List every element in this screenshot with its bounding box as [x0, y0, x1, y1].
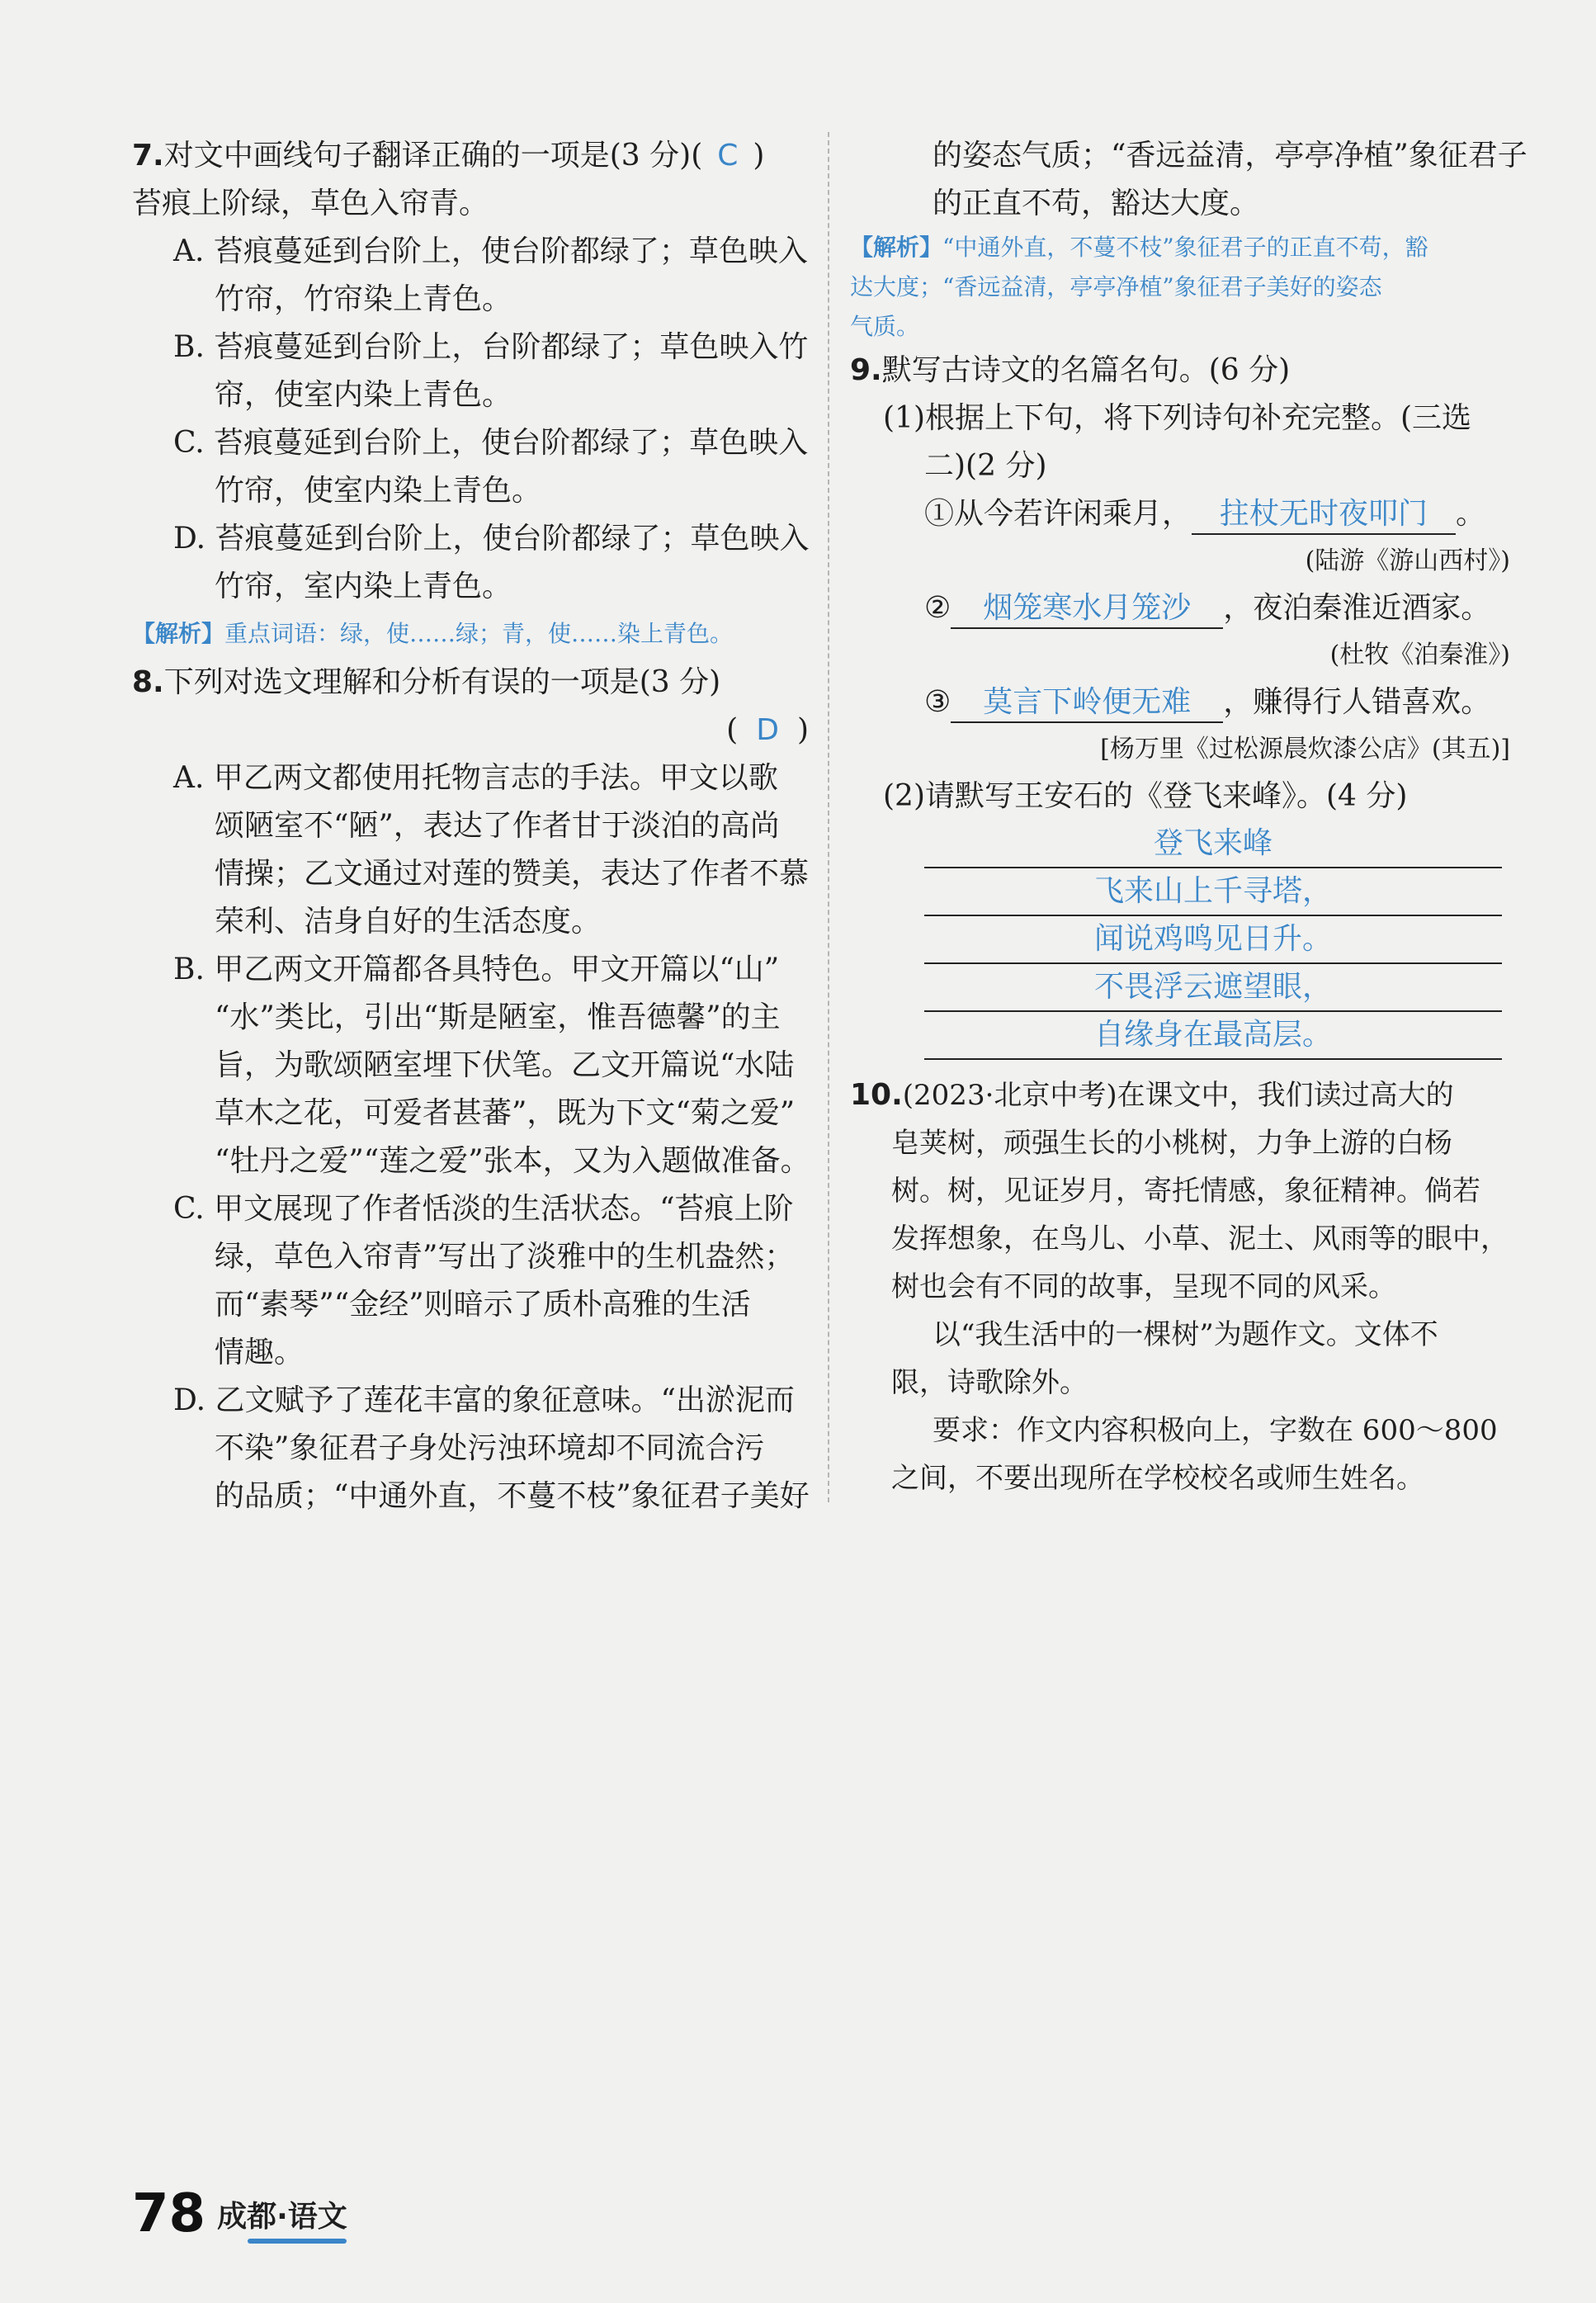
q7-analysis-text: 重点词语：绿，使……绿；青，使……染上青色。 [224, 620, 734, 647]
q8-option-b-5: “牡丹之爱”“莲之爱”张本，又为入题做准备。 [215, 1144, 810, 1178]
q9-part2-stem: (2)请默写王安石的《登飞来峰》。(4 分) [883, 779, 1408, 813]
left-column [132, 132, 809, 1520]
q8-number: 8. [132, 665, 164, 699]
q7-analysis [132, 614, 809, 654]
q8-stem-line [132, 659, 809, 707]
q9-number: 9. [850, 353, 882, 387]
q8-option-a-4: 荣利、洁身自好的生活态度。 [215, 905, 602, 939]
q9-item3-answer: 莫言下岭便无难 [951, 683, 1223, 723]
q9-poem-line-2: 闻说鸡鸣见日升。 [924, 916, 1502, 964]
footer-accent-line [248, 2239, 347, 2244]
q7-option-b-1: B. 苔痕蔓延到台阶上，台阶都绿了；草色映入竹 [173, 330, 809, 364]
q9-stem: 默写古诗文的名篇名句。(6 分) [881, 353, 1291, 387]
q8-option-b-4: 草木之花，可爱者甚蕃”，既为下文“菊之爱” [215, 1096, 796, 1130]
q8-analysis-text-1: “中通外直，不蔓不枝”象征君子的正直不苟，豁 [942, 234, 1428, 261]
q7-number: 7. [132, 139, 164, 173]
q9-poem-title: 登飞来峰 [924, 820, 1502, 868]
q10-number: 10. [850, 1078, 903, 1112]
q9-stem-line [850, 347, 1510, 395]
footer-label: 成都·语文 [217, 2200, 347, 2234]
q8-option-b-3: 旨，为歌颂陋室埋下伏笔。乙文开篇说“水陆 [215, 1048, 795, 1082]
q7-option-d-1: D. 苔痕蔓延到台阶上，使台阶都绿了；草色映入 [173, 522, 810, 556]
q9-item1-source: (陆游《游山西村》) [1305, 546, 1510, 575]
q8-option-c-3: 而“素琴”“金经”则暗示了质朴高雅的生活 [215, 1288, 751, 1322]
q9-item2 [850, 584, 1510, 632]
q10-title-line-2: 限，诗歌除外。 [891, 1366, 1088, 1399]
q9-item2-post: ，夜泊秦淮近酒家。 [1223, 591, 1491, 625]
q9-item1-post: 。 [1456, 497, 1486, 531]
q8-analysis-tag: 【解析】 [850, 234, 943, 261]
q8-option-a-2: 颂陋室不“陋”，表达了作者甘于淡泊的高尚 [215, 809, 780, 843]
q8-option-b-1: B. 甲乙两文开篇都各具特色。甲文开篇以“山” [173, 953, 780, 986]
q10-line-4: 发挥想象，在鸟儿、小草、泥土、风雨等的眼中， [891, 1222, 1509, 1256]
q9-item1-pre: ①从今若许闲乘月， [924, 497, 1192, 531]
q8-analysis-line-2: 达大度；“香远益清，亭亭净植”象征君子美好的姿态 [850, 273, 1382, 300]
q8-option-a-3: 情操；乙文通过对莲的赞美，表达了作者不慕 [215, 857, 810, 891]
q7-sentence: 苔痕上阶绿，草色入帘青。 [132, 187, 489, 220]
q8-option-d-5: 的正直不苟，豁达大度。 [933, 187, 1260, 220]
q7-option-a-2: 竹帘，竹帘染上青色。 [215, 282, 512, 316]
q8-analysis [850, 228, 1510, 347]
q10-line-2: 皂荚树，顽强生长的小桃树，力争上游的白杨 [891, 1127, 1452, 1160]
column-divider [828, 132, 829, 1502]
q9-item2-answer: 烟笼寒水月笼沙 [951, 589, 1223, 629]
q8-option-c-2: 绿，草色入帘青”写出了淡雅中的生机盎然； [215, 1240, 795, 1274]
q10-line-1 [850, 1071, 1510, 1119]
q8-answer: D [756, 713, 779, 747]
q7-analysis-tag: 【解析】 [132, 620, 225, 647]
q7-option-b-2: 帘，使室内染上青色。 [215, 378, 512, 412]
q7-option-a-1: A. 苔痕蔓延到台阶上，使台阶都绿了；草色映入 [173, 234, 808, 268]
q8-stem: 下列对选文理解和分析有误的一项是(3 分) [163, 665, 721, 699]
q10-req-line-2: 之间，不要出现所在学校校名或师生姓名。 [891, 1462, 1424, 1495]
q9-poem-line-4: 自缘身在最高层。 [924, 1012, 1502, 1060]
q8-option-d-3: 的品质；“中通外直，不蔓不枝”象征君子美好 [215, 1479, 810, 1513]
q9-item1-answer: 拄杖无时夜叩门 [1192, 495, 1456, 535]
q8-option-b-2: “水”类比，引出“斯是陋室，惟吾德馨”的主 [215, 1000, 781, 1034]
q7-answer: C [717, 139, 739, 173]
q10-line-3: 树。树，见证岁月，寄托情感，象征精神。倘若 [891, 1175, 1480, 1208]
q9-item3-post: ，赚得行人错喜欢。 [1223, 685, 1491, 719]
q7-stem-line [132, 132, 809, 180]
q10-line-5: 树也会有不同的故事，呈现不同的风采。 [891, 1270, 1396, 1303]
q8-option-d-2: 不染”象征君子身处污浊环境却不同流合污 [215, 1431, 765, 1465]
q7-option-c-2: 竹帘，使室内染上青色。 [215, 474, 542, 508]
q9-item2-source: (杜牧《泊秦淮》) [1329, 641, 1510, 669]
q9-poem-line-1: 飞来山上千寻塔， [924, 868, 1502, 916]
q8-option-a-1: A. 甲乙两文都使用托物言志的手法。甲文以歌 [173, 761, 778, 795]
q9-poem-line-3: 不畏浮云遮望眼， [924, 964, 1502, 1012]
q9-item2-pre: ② [924, 591, 951, 625]
q9-item3 [850, 679, 1510, 726]
q8-option-c-1: C. 甲文展现了作者恬淡的生活状态。“苔痕上阶 [173, 1192, 794, 1226]
q10-text-1: (2023·北京中考)在课文中，我们读过高大的 [902, 1079, 1454, 1112]
q7-stem: 对文中画线句子翻译正确的一项是(3 分) [163, 139, 692, 173]
page-footer [132, 2183, 347, 2244]
q8-option-c-4: 情趣。 [215, 1336, 305, 1369]
right-column [850, 132, 1528, 1502]
q7-option-c-1: C. 苔痕蔓延到台阶上，使台阶都绿了；草色映入 [173, 426, 809, 460]
q9-item3-pre: ③ [924, 685, 951, 719]
q9-part1-stem-1: (1)根据上下句，将下列诗句补充完整。(三选 [883, 401, 1472, 435]
page-number: 78 [132, 2183, 206, 2244]
q8-answer-paren: ( D ) [726, 713, 809, 747]
q10-title-line-1: 以“我生活中的一棵树”为题作文。文体不 [933, 1318, 1438, 1351]
q7-option-d-2: 竹帘，室内染上青色。 [215, 570, 512, 603]
q9-item3-source: [杨万里《过松源晨炊漆公店》(其五)] [1100, 735, 1510, 764]
q7-answer-paren: ( C ) [691, 139, 765, 173]
q9-part1-stem-2: 二)(2 分) [924, 449, 1047, 483]
q9-item1 [850, 490, 1510, 538]
q10-req-line-1: 要求：作文内容积极向上，字数在 600～800 [933, 1414, 1498, 1447]
q8-analysis-line-3: 气质。 [850, 313, 920, 340]
q8-analysis-line-1 [850, 228, 1510, 267]
q8-option-d-1: D. 乙文赋予了莲花丰富的象征意味。“出淤泥而 [173, 1383, 795, 1417]
q8-option-d-4: 的姿态气质；“香远益清，亭亭净植”象征君子 [933, 139, 1528, 173]
